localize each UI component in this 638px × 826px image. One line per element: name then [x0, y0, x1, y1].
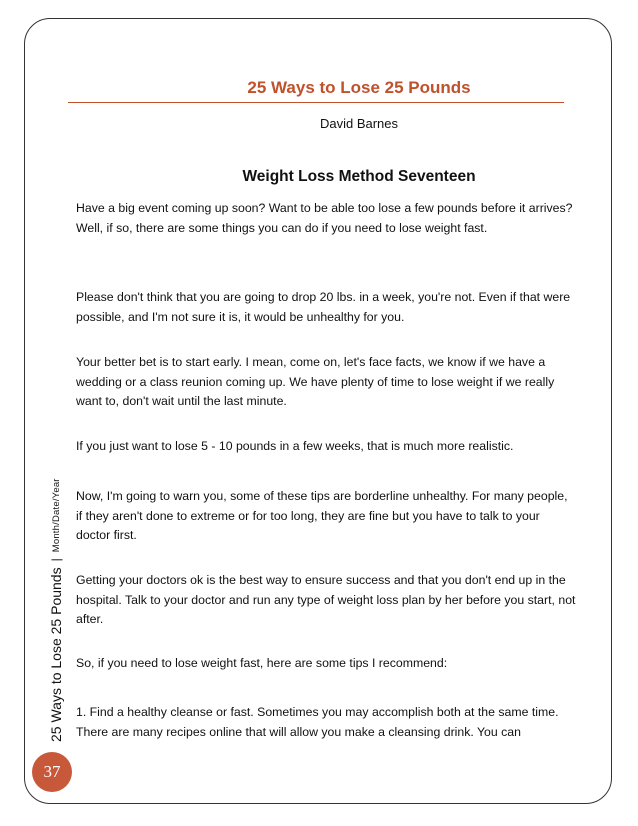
paragraph-3: Your better bet is to start early. I mean, come on, let's face facts, we know if we have a wedding or a class reunion coming up. We have plenty of time to lose weight if we really want to, don't wait until the last minute. — [76, 355, 555, 408]
paragraph-6: Getting your doctors ok is the best way to ensure success and that you don't end up in the hospital. Talk to your doctor and run any type of weight loss plan by her before you start, not after. — [76, 573, 576, 626]
title-divider — [68, 102, 564, 103]
paragraph-5: Now, I'm going to warn you, some of these tips are borderline unhealthy. For many people, if they aren't done to extreme or for too long, they are fine but you have to talk to your doctor first. — [76, 489, 568, 542]
running-header-title: 25 Ways to Lose 25 Pounds — [48, 567, 64, 742]
paragraph-1: Have a big event coming up soon? Want to be able too lose a few pounds before it arrives? Well, if so, there are some things you can do if you need to lose weight fast. — [76, 201, 573, 235]
paragraph-8: 1. Find a healthy cleanse or fast. Sometimes you may accomplish both at the same time. There are many recipes online that will allow you make a cleansing drink. You can — [76, 705, 559, 739]
running-header-date: Month/Date/Year — [50, 478, 62, 553]
paragraph-4: If you just want to lose 5 - 10 pounds in a few weeks, that is much more realistic. — [76, 439, 514, 453]
running-header-separator: | — [49, 558, 63, 562]
paragraph-7: So, if you need to lose weight fast, here are some tips I recommend: — [76, 656, 448, 670]
paragraph-2: Please don't think that you are going to drop 20 lbs. in a week, you're not. Even if that were possible, and I'm not sure it is, it would be unhealthy for you. — [76, 290, 571, 324]
document-title: 25 Ways to Lose 25 Pounds — [247, 78, 471, 97]
author-name: David Barnes — [319, 116, 399, 131]
section-heading: Weight Loss Method Seventeen — [242, 168, 476, 185]
running-header-vertical — [44, 452, 68, 742]
page-number-badge: 37 — [32, 752, 72, 792]
